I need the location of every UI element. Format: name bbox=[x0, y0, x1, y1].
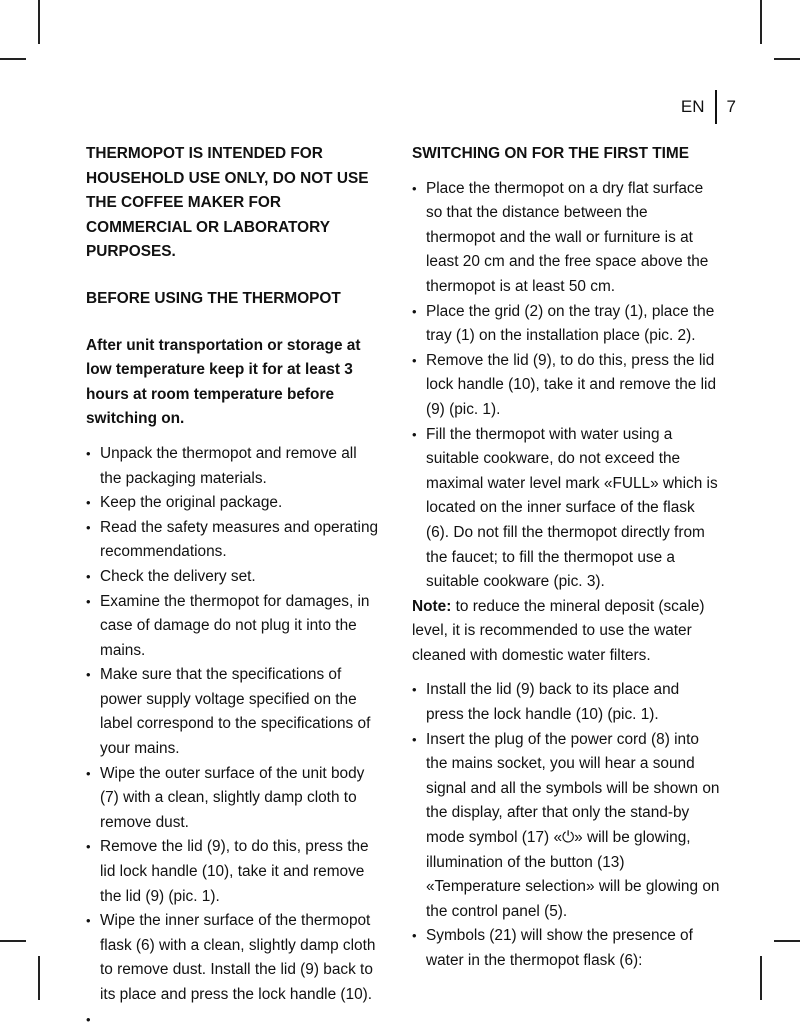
note-paragraph bbox=[412, 595, 720, 669]
first-time-list-b bbox=[412, 678, 720, 973]
crop-mark-top-right-v bbox=[760, 0, 762, 44]
note-label: Note: bbox=[412, 597, 452, 615]
crop-mark-bottom-right-h bbox=[774, 940, 800, 942]
crop-mark-bottom-left-h bbox=[0, 940, 26, 942]
crop-mark-bottom-left-v bbox=[38, 956, 40, 1000]
right-column bbox=[412, 142, 720, 974]
page-header bbox=[681, 90, 736, 124]
list-item: • Remove the lid (9), to do this, press the lid lock handle (10), take it and remove the lid (9) (pic. 1). bbox=[86, 835, 382, 909]
list-item: • Read the safety measures and operating recommendations. bbox=[86, 516, 382, 565]
note-text: to reduce the mineral deposit (scale) level, it is recommended to use the water cleaned with domestic water filters. bbox=[412, 597, 705, 664]
list-item: • Place the grid (2) on the tray (1), place the tray (1) on the installation place (pic. 2). bbox=[412, 300, 720, 349]
before-using-heading: BEFORE USING THE THERMOPOT bbox=[86, 289, 341, 307]
first-time-heading: SWITCHING ON FOR THE FIRST TIME bbox=[412, 145, 690, 162]
list-item: • Fill the thermopot with water using a suitable cookware, do not exceed the maximal water level mark «FULL» which is located on the inner surface of the flask (6). Do not fill the thermopot directly from the faucet; to fill the thermopot use a suitable cookware (pic. 3). bbox=[412, 423, 720, 595]
list-item: • Wipe the inner surface of the thermopot flask (6) with a clean, slightly damp cloth to remove dust. Install the lid (9) back to its place and press the lock handle (10). bbox=[86, 909, 382, 1007]
left-column bbox=[86, 142, 382, 1032]
list-item: • Make sure that the specifications of power supply voltage specified on the label correspond to the specifications of your mains. bbox=[86, 663, 382, 761]
list-item: • Symbols (21) will show the presence of water in the thermopot flask (6): bbox=[412, 924, 720, 973]
crop-mark-top-left-v bbox=[38, 0, 40, 44]
list-item: • Check the delivery set. bbox=[86, 565, 382, 590]
list-item: • Remove the lid (9), to do this, press the lid lock handle (10), take it and remove the lid (9) (pic. 1). bbox=[412, 349, 720, 423]
crop-mark-top-left-h bbox=[0, 58, 26, 60]
list-item: • Install the lid (9) back to its place and press the lock handle (10) (pic. 1). bbox=[412, 678, 720, 727]
list-item: • Wipe the outer surface of the unit body (7) with a clean, slightly damp cloth to remove dust. bbox=[86, 762, 382, 836]
list-item: • Place the thermopot on a dry flat surface so that the distance between the thermopot and the wall or furniture is at least 20 cm and the free space above the thermopot is at least 50 cm. bbox=[412, 177, 720, 300]
first-time-list-a bbox=[412, 177, 720, 595]
list-item: • Examine the thermopot for damages, in case of damage do not plug it into the mains. bbox=[86, 590, 382, 664]
before-using-list bbox=[86, 442, 382, 1032]
crop-mark-top-right-h bbox=[774, 58, 800, 60]
intended-use-title: THERMOPOT IS INTENDED FOR HOUSEHOLD USE ONLY, DO NOT USE THE COFFEE MAKER FOR COMMERCIAL OR LABORATORY PURPOSES. bbox=[86, 145, 369, 261]
list-item-empty bbox=[86, 1008, 382, 1032]
transport-warning: After unit transportation or storage at low temperature keep it for at least 3 hours at room temperature before switching on. bbox=[86, 336, 361, 428]
crop-mark-bottom-right-v bbox=[760, 956, 762, 1000]
list-item: • Keep the original package. bbox=[86, 491, 382, 516]
page-number: 7 bbox=[726, 97, 736, 116]
list-item: • Insert the plug of the power cord (8) into the mains socket, you will hear a sound signal and all the symbols will be shown on the display, after that only the stand-by mode symbol (17) «⏻» will be glowing, illumination of the button (13) «Temperature selection» will be glowing on the control panel (5). bbox=[412, 728, 720, 925]
list-item: • Unpack the thermopot and remove all the packaging materials. bbox=[86, 442, 382, 491]
language-label: EN bbox=[680, 97, 705, 116]
